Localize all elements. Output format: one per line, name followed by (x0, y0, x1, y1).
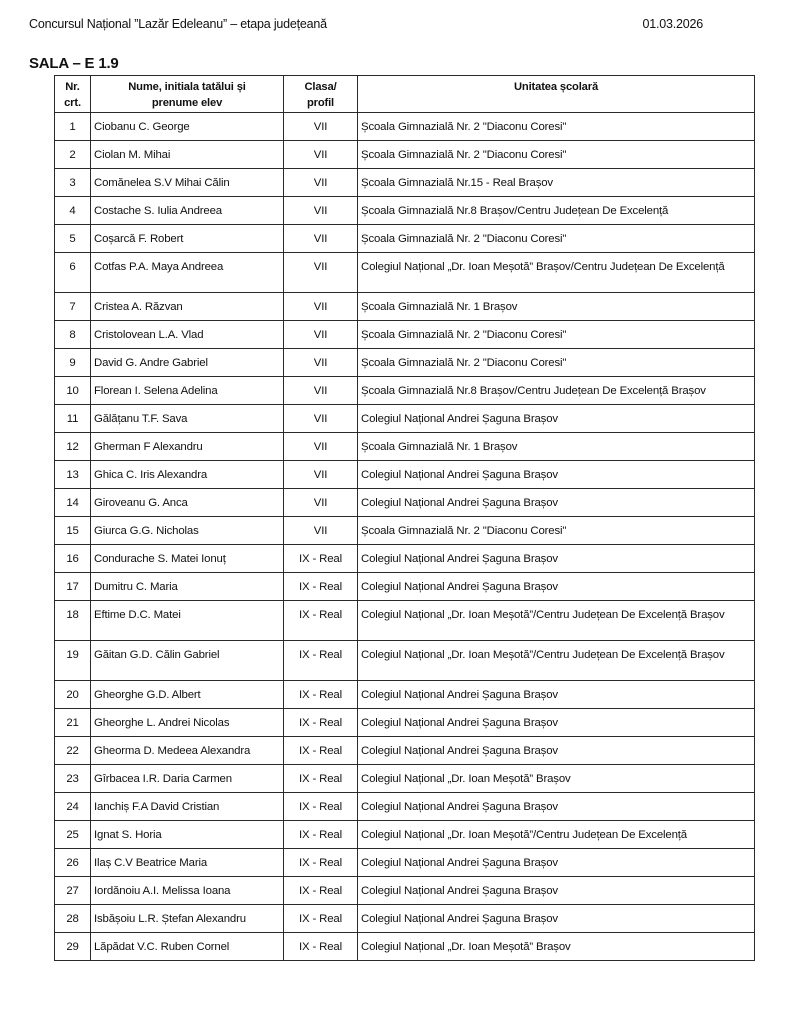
student-name-cell: Lăpădat V.C. Ruben Cornel (91, 933, 284, 961)
class-profile-cell: IX - Real (284, 793, 358, 821)
school-unit-cell: Școala Gimnazială Nr.8 Brașov/Centru Județean De Excelență (358, 197, 755, 225)
table-row (55, 601, 755, 641)
column-header-nr-line1: Nr. (65, 81, 80, 93)
column-header-school: Unitatea școlară (358, 76, 755, 113)
row-number-cell: 23 (55, 765, 91, 793)
row-number-cell: 7 (55, 293, 91, 321)
student-name-cell: Gheorma D. Medeea Alexandra (91, 737, 284, 765)
row-number-cell: 6 (55, 253, 91, 293)
row-number-cell: 20 (55, 681, 91, 709)
student-name-cell: Cotfas P.A. Maya Andreea (91, 253, 284, 293)
table-row (55, 545, 755, 573)
row-number-cell: 12 (55, 433, 91, 461)
table-row (55, 293, 755, 321)
row-number-cell: 29 (55, 933, 91, 961)
school-unit-cell: Școala Gimnazială Nr. 1 Brașov (358, 433, 755, 461)
table-row (55, 821, 755, 849)
school-unit-cell: Școala Gimnazială Nr. 2 "Diaconu Coresi" (358, 113, 755, 141)
student-name-cell: Comănelea S.V Mihai Călin (91, 169, 284, 197)
school-unit-cell: Școala Gimnazială Nr.8 Brașov/Centru Județean De Excelență Brașov (358, 377, 755, 405)
school-unit-cell: Colegiul Național Andrei Șaguna Brașov (358, 461, 755, 489)
school-unit-cell: Colegiul Național Andrei Șaguna Brașov (358, 405, 755, 433)
school-unit-cell: Colegiul Național Andrei Șaguna Brașov (358, 737, 755, 765)
table-row (55, 169, 755, 197)
table-row (55, 905, 755, 933)
class-profile-cell: VII (284, 225, 358, 253)
row-number-cell: 16 (55, 545, 91, 573)
row-number-cell: 17 (55, 573, 91, 601)
row-number-cell: 9 (55, 349, 91, 377)
school-unit-cell: Colegiul Național Andrei Șaguna Brașov (358, 681, 755, 709)
school-unit-cell: Școala Gimnazială Nr. 2 "Diaconu Coresi" (358, 225, 755, 253)
student-name-cell: Cristea A. Răzvan (91, 293, 284, 321)
row-number-cell: 2 (55, 141, 91, 169)
class-profile-cell: IX - Real (284, 933, 358, 961)
student-name-cell: Dumitru C. Maria (91, 573, 284, 601)
table-row (55, 253, 755, 293)
table-row (55, 225, 755, 253)
class-profile-cell: VII (284, 253, 358, 293)
student-name-cell: Florean I. Selena Adelina (91, 377, 284, 405)
school-unit-cell: Colegiul Național Andrei Șaguna Brașov (358, 793, 755, 821)
class-profile-cell: VII (284, 461, 358, 489)
student-name-cell: Ignat S. Horia (91, 821, 284, 849)
student-name-cell: Isbășoiu L.R. Ștefan Alexandru (91, 905, 284, 933)
row-number-cell: 3 (55, 169, 91, 197)
class-profile-cell: VII (284, 349, 358, 377)
school-unit-cell: Colegiul Național Andrei Șaguna Brașov (358, 573, 755, 601)
school-unit-cell: Școala Gimnazială Nr. 2 "Diaconu Coresi" (358, 349, 755, 377)
table-row (55, 377, 755, 405)
column-header-name-line1: Nume, initiala tatălui și (128, 81, 246, 93)
student-name-cell: Gălățanu T.F. Sava (91, 405, 284, 433)
school-unit-cell: Colegiul Național Andrei Șaguna Brașov (358, 905, 755, 933)
table-row (55, 849, 755, 877)
school-unit-cell: Colegiul Național „Dr. Ioan Meșotă” Brașov/Centru Județean De Excelență (358, 253, 755, 293)
school-unit-cell: Colegiul Național Andrei Șaguna Brașov (358, 709, 755, 737)
class-profile-cell: IX - Real (284, 905, 358, 933)
table-row (55, 113, 755, 141)
school-unit-cell: Școala Gimnazială Nr. 2 "Diaconu Coresi" (358, 517, 755, 545)
student-name-cell: Condurache S. Matei Ionuț (91, 545, 284, 573)
class-profile-cell: VII (284, 113, 358, 141)
student-name-cell: Giurca G.G. Nicholas (91, 517, 284, 545)
row-number-cell: 5 (55, 225, 91, 253)
student-name-cell: Ciolan M. Mihai (91, 141, 284, 169)
class-profile-cell: VII (284, 517, 358, 545)
student-name-cell: Ianchiș F.A David Cristian (91, 793, 284, 821)
student-name-cell: Giroveanu G. Anca (91, 489, 284, 517)
class-profile-cell: IX - Real (284, 573, 358, 601)
student-roster-table (54, 75, 755, 961)
row-number-cell: 4 (55, 197, 91, 225)
table-row (55, 737, 755, 765)
school-unit-cell: Școala Gimnazială Nr. 1 Brașov (358, 293, 755, 321)
school-unit-cell: Școala Gimnazială Nr.15 - Real Brașov (358, 169, 755, 197)
student-name-cell: Gheorghe G.D. Albert (91, 681, 284, 709)
table-row (55, 877, 755, 905)
row-number-cell: 8 (55, 321, 91, 349)
class-profile-cell: VII (284, 377, 358, 405)
column-header-class (284, 76, 358, 113)
row-number-cell: 25 (55, 821, 91, 849)
table-row (55, 709, 755, 737)
column-header-nr-line2: crt. (64, 97, 81, 109)
table-row (55, 197, 755, 225)
school-unit-cell: Colegiul Național Andrei Șaguna Brașov (358, 849, 755, 877)
page-header (29, 17, 703, 35)
class-profile-cell: IX - Real (284, 877, 358, 905)
row-number-cell: 11 (55, 405, 91, 433)
table-row (55, 573, 755, 601)
class-profile-cell: VII (284, 141, 358, 169)
table-row (55, 405, 755, 433)
class-profile-cell: IX - Real (284, 681, 358, 709)
student-name-cell: Ilaș C.V Beatrice Maria (91, 849, 284, 877)
student-name-cell: Iordănoiu A.I. Melissa Ioana (91, 877, 284, 905)
row-number-cell: 22 (55, 737, 91, 765)
row-number-cell: 18 (55, 601, 91, 641)
student-name-cell: Găitan G.D. Călin Gabriel (91, 641, 284, 681)
row-number-cell: 19 (55, 641, 91, 681)
table-row (55, 793, 755, 821)
student-name-cell: Costache S. Iulia Andreea (91, 197, 284, 225)
table-row (55, 933, 755, 961)
column-header-name (91, 76, 284, 113)
table-row (55, 765, 755, 793)
row-number-cell: 13 (55, 461, 91, 489)
column-header-class-line2: profil (306, 97, 335, 109)
room-title: SALA – E 1.9 (29, 55, 119, 72)
student-name-cell: David G. Andre Gabriel (91, 349, 284, 377)
student-name-cell: Coșarcă F. Robert (91, 225, 284, 253)
school-unit-cell: Colegiul Național „Dr. Ioan Meșotă”/Centru Județean De Excelență Brașov (358, 601, 755, 641)
column-header-class-line1: Clasa/ (304, 81, 337, 93)
column-header-nr (55, 76, 91, 113)
student-name-cell: Gherman F Alexandru (91, 433, 284, 461)
class-profile-cell: IX - Real (284, 765, 358, 793)
row-number-cell: 28 (55, 905, 91, 933)
table-row (55, 681, 755, 709)
row-number-cell: 26 (55, 849, 91, 877)
column-header-name-line2: prenume elev (151, 97, 223, 109)
row-number-cell: 14 (55, 489, 91, 517)
school-unit-cell: Școala Gimnazială Nr. 2 "Diaconu Coresi" (358, 141, 755, 169)
row-number-cell: 27 (55, 877, 91, 905)
school-unit-cell: Colegiul Național „Dr. Ioan Meșotă”/Centru Județean De Excelență Brașov (358, 641, 755, 681)
table-row (55, 489, 755, 517)
school-unit-cell: Colegiul Național „Dr. Ioan Meșotă”/Centru Județean De Excelență (358, 821, 755, 849)
class-profile-cell: VII (284, 197, 358, 225)
school-unit-cell: Colegiul Național „Dr. Ioan Meșotă” Brașov (358, 933, 755, 961)
row-number-cell: 1 (55, 113, 91, 141)
table-body (55, 113, 755, 961)
student-name-cell: Eftime D.C. Matei (91, 601, 284, 641)
class-profile-cell: IX - Real (284, 849, 358, 877)
student-name-cell: Cristolovean L.A. Vlad (91, 321, 284, 349)
table-row (55, 141, 755, 169)
class-profile-cell: IX - Real (284, 709, 358, 737)
student-name-cell: Ciobanu C. George (91, 113, 284, 141)
row-number-cell: 21 (55, 709, 91, 737)
class-profile-cell: IX - Real (284, 821, 358, 849)
table-header-row (55, 76, 755, 113)
table-row (55, 349, 755, 377)
document-date: 01.03.2026 (642, 17, 703, 31)
student-name-cell: Gheorghe L. Andrei Nicolas (91, 709, 284, 737)
student-name-cell: Gîrbacea I.R. Daria Carmen (91, 765, 284, 793)
school-unit-cell: Colegiul Național Andrei Șaguna Brașov (358, 489, 755, 517)
table-row (55, 433, 755, 461)
class-profile-cell: IX - Real (284, 641, 358, 681)
class-profile-cell: VII (284, 321, 358, 349)
class-profile-cell: VII (284, 169, 358, 197)
class-profile-cell: VII (284, 405, 358, 433)
class-profile-cell: VII (284, 433, 358, 461)
table-row (55, 517, 755, 545)
table-row (55, 461, 755, 489)
school-unit-cell: Colegiul Național „Dr. Ioan Meșotă” Brașov (358, 765, 755, 793)
student-name-cell: Ghica C. Iris Alexandra (91, 461, 284, 489)
table-row (55, 641, 755, 681)
school-unit-cell: Colegiul Național Andrei Șaguna Brașov (358, 877, 755, 905)
document-title: Concursul Național ”Lazăr Edeleanu” – etapa județeană (29, 17, 327, 31)
class-profile-cell: VII (284, 293, 358, 321)
school-unit-cell: Școala Gimnazială Nr. 2 "Diaconu Coresi" (358, 321, 755, 349)
table-row (55, 321, 755, 349)
class-profile-cell: VII (284, 489, 358, 517)
class-profile-cell: IX - Real (284, 545, 358, 573)
row-number-cell: 15 (55, 517, 91, 545)
school-unit-cell: Colegiul Național Andrei Șaguna Brașov (358, 545, 755, 573)
row-number-cell: 10 (55, 377, 91, 405)
row-number-cell: 24 (55, 793, 91, 821)
class-profile-cell: IX - Real (284, 601, 358, 641)
class-profile-cell: IX - Real (284, 737, 358, 765)
